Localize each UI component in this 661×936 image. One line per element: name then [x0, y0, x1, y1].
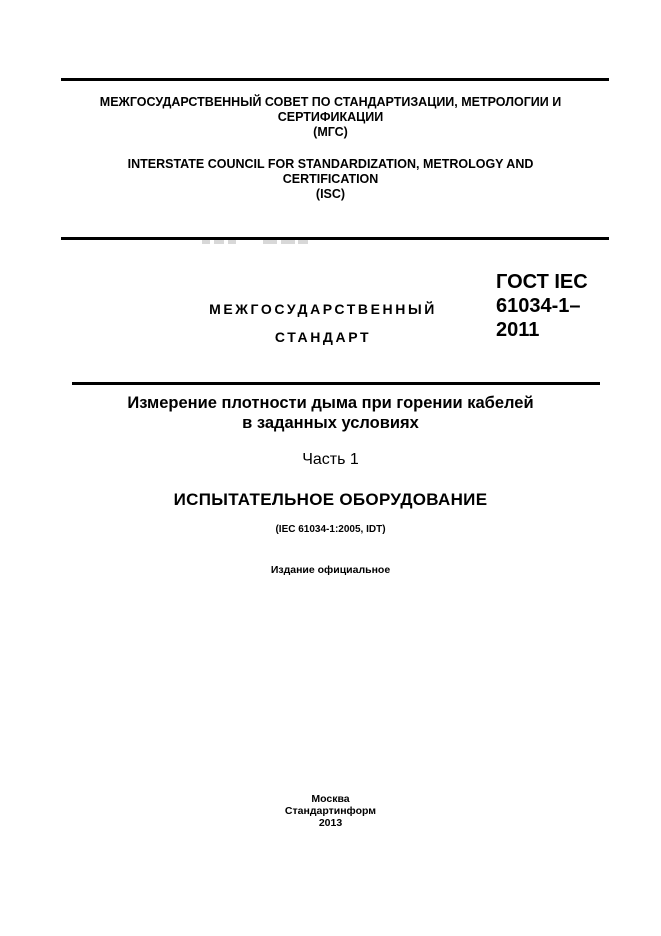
standard-number-line-2: 61034-1– — [496, 295, 581, 317]
top-rule — [61, 78, 609, 81]
imprint-city: Москва — [311, 793, 350, 805]
document-title-line-2: в заданных условиях — [242, 414, 419, 432]
document-subtitle: ИСПЫТАТЕЛЬНОЕ ОБОРУДОВАНИЕ — [173, 490, 488, 509]
scan-artifact — [298, 240, 308, 244]
imprint-year: 2013 — [318, 817, 343, 829]
council-ru-line-2: СЕРТИФИКАЦИИ — [277, 110, 384, 124]
scan-artifact — [281, 240, 295, 244]
standard-number-line-1: ГОСТ IEC — [496, 271, 588, 293]
middle-rule — [61, 237, 609, 240]
council-en-line-1: INTERSTATE COUNCIL FOR STANDARDIZATION, METROLOGY AND — [127, 157, 534, 171]
council-ru-line-1: МЕЖГОСУДАРСТВЕННЫЙ СОВЕТ ПО СТАНДАРТИЗАЦИИ, МЕТРОЛОГИИ И — [99, 95, 562, 109]
title-rule — [72, 382, 600, 385]
standard-number — [496, 270, 626, 342]
standard-number-line-3: 2011 — [496, 319, 540, 341]
imprint-publisher: Стандартинформ — [284, 805, 377, 817]
standard-type-line-1: МЕЖГОСУДАРСТВЕННЫЙ — [209, 301, 437, 317]
scan-artifact — [228, 240, 236, 244]
council-ru-abbr: (МГС) — [313, 125, 348, 139]
standard-type-line-2: СТАНДАРТ — [274, 329, 372, 345]
imprint — [0, 793, 661, 829]
scan-artifact — [263, 240, 277, 244]
council-name-russian — [0, 95, 661, 140]
council-en-abbr: (ISC) — [315, 187, 346, 201]
iec-reference: (IEC 61034-1:2005, IDT) — [275, 524, 386, 535]
council-name-english — [0, 157, 661, 202]
document-title — [0, 393, 661, 433]
scan-artifact — [202, 240, 210, 244]
council-en-line-2: CERTIFICATION — [282, 172, 379, 186]
edition-label: Издание официальное — [270, 564, 391, 576]
document-title-line-1: Измерение плотности дыма при горении кабелей — [127, 394, 534, 412]
scan-artifact — [214, 240, 224, 244]
document-part: Часть 1 — [302, 451, 359, 468]
